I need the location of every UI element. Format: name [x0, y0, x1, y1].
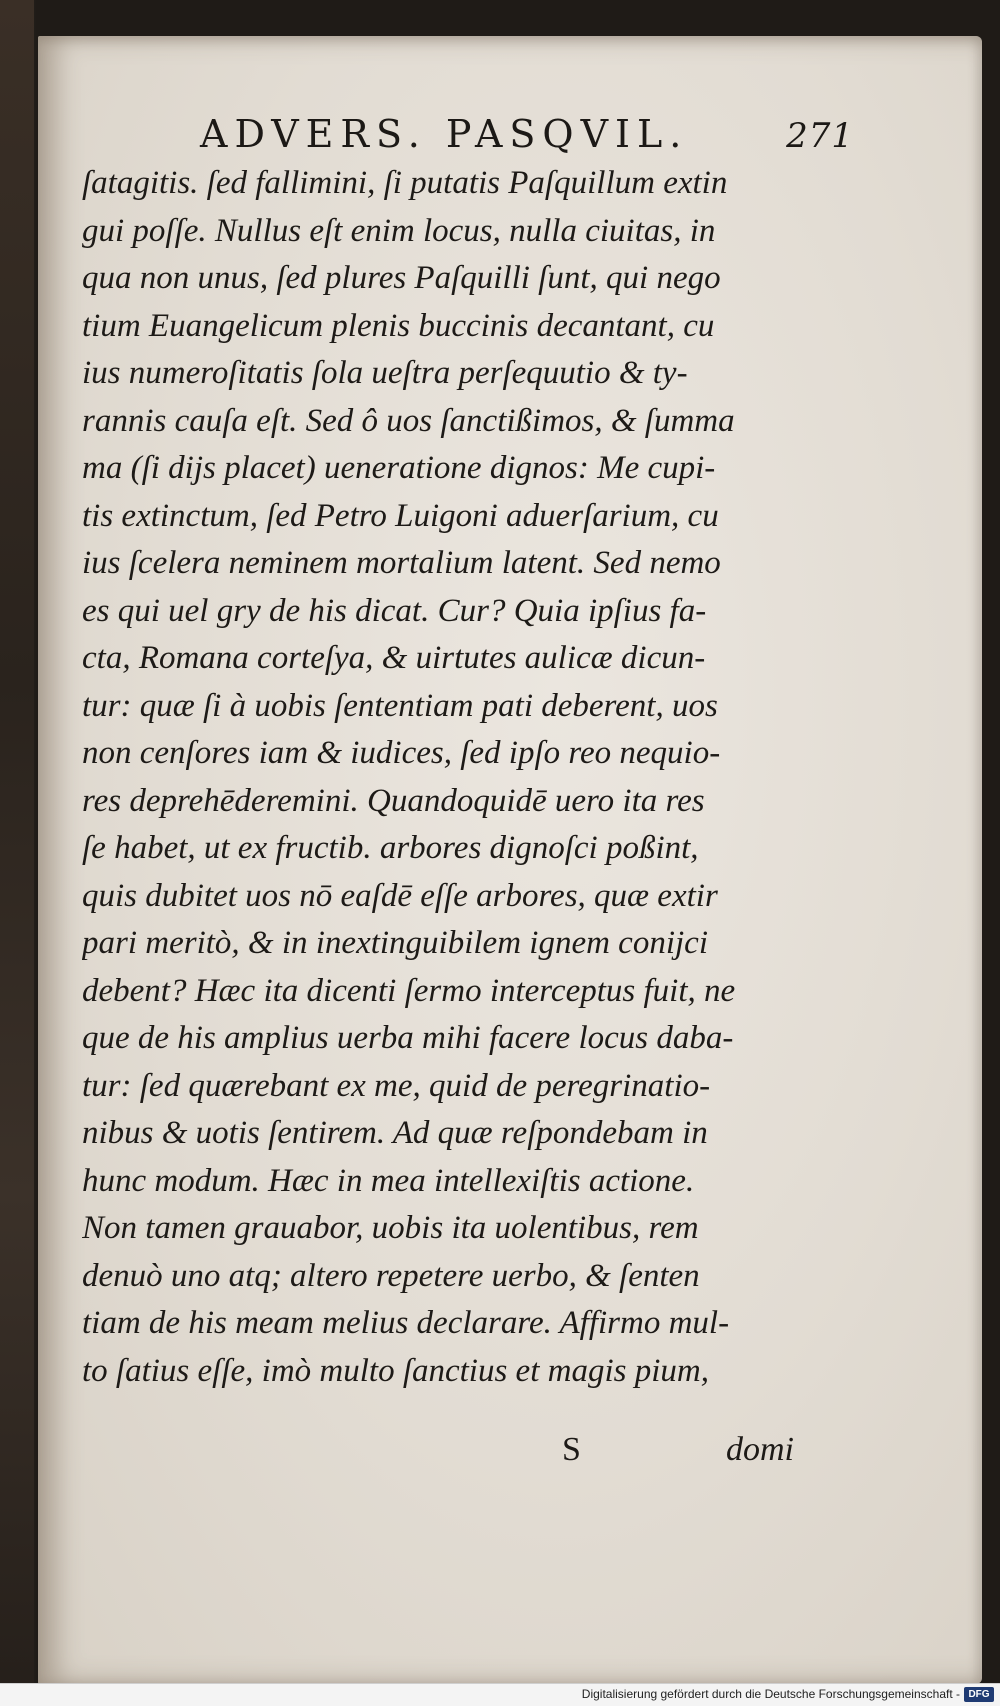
text-line: hunc modum. Hæc in mea intellexiſtis actione.: [82, 1162, 695, 1199]
text-line: nibus & uotis ſentirem. Ad quæ reſpondebam in: [82, 1115, 708, 1151]
text-line: tium Euangelicum plenis buccinis decantant, cu: [82, 307, 715, 344]
text-line: tis extinctum, ſed Petro Luigoni aduerſarium, cu: [82, 497, 719, 534]
text-line: Non tamen grauabor, uobis ita uolentibus, rem: [82, 1210, 699, 1246]
text-line: ius ſcelera neminem mortalium latent. Sed nemo: [82, 545, 721, 581]
catchword: domi: [726, 1431, 794, 1468]
text-line: denuò uno atq; altero repetere uerbo, & ſenten: [82, 1257, 700, 1294]
text-line: res deprehēderemini. Quandoquidē uero ita res: [82, 782, 705, 819]
page-number: 271: [786, 116, 854, 156]
page-footer: [82, 1431, 842, 1481]
dfg-logo: DFG: [964, 1687, 994, 1702]
text-line: tiam de his meam melius declarare. Affirmo mul-: [82, 1305, 730, 1341]
credit-bar: [0, 1683, 1000, 1706]
body-text: [82, 160, 842, 1395]
credit-text: Digitalisierung gefördert durch die Deutsche Forschungsgemeinschaft -: [581, 1687, 960, 1701]
running-head: ADVERS. PASQVIL.: [200, 112, 689, 156]
text-line: ius numeroſitatis ſola ueſtra perſequutio & ty-: [82, 355, 688, 391]
page-header: [164, 106, 854, 166]
text-line: quis dubitet uos nō eaſdē eſſe arbores, quæ extir: [82, 877, 718, 914]
text-line: es qui uel gry de his dicat. Cur? Quia ipſius fa-: [82, 592, 707, 629]
text-line: ſe habet, ut ex fructib. arbores dignoſci poßint,: [82, 830, 699, 866]
book-page: [38, 36, 982, 1684]
text-line: que de his amplius uerba mihi facere locus daba-: [82, 1020, 734, 1056]
text-line: tur: ſed quærebant ex me, quid de peregrinatio-: [82, 1067, 711, 1104]
text-line: pari meritò, & in inextinguibilem ignem conijci: [82, 925, 708, 961]
text-line: debent? Hæc ita dicenti ſermo interceptus fuit, ne: [82, 972, 736, 1009]
text-line: tur: quæ ſi à uobis ſententiam pati deberent, uos: [82, 687, 718, 724]
text-line: cta, Romana corteſya, & uirtutes aulicæ dicun-: [82, 640, 706, 676]
signature-mark: S: [562, 1431, 581, 1468]
text-line: non cenſores iam & iudices, ſed ipſo reo nequio-: [82, 735, 721, 771]
text-line: to ſatius eſſe, imò multo ſanctius et magis pium,: [82, 1352, 709, 1389]
text-line: gui poſſe. Nullus eſt enim locus, nulla ciuitas, in: [82, 212, 716, 249]
text-line: rannis cauſa eſt. Sed ô uos ſanctißimos, & ſumma: [82, 402, 735, 439]
book-binding-edge: [0, 0, 34, 1706]
text-line: ma (ſi dijs placet) ueneratione dignos: Me cupi-: [82, 450, 716, 486]
text-line: qua non unus, ſed plures Paſquilli ſunt, qui nego: [82, 260, 721, 296]
text-line: ſatagitis. ſed fallimini, ſi putatis Paſquillum extin: [82, 165, 728, 201]
